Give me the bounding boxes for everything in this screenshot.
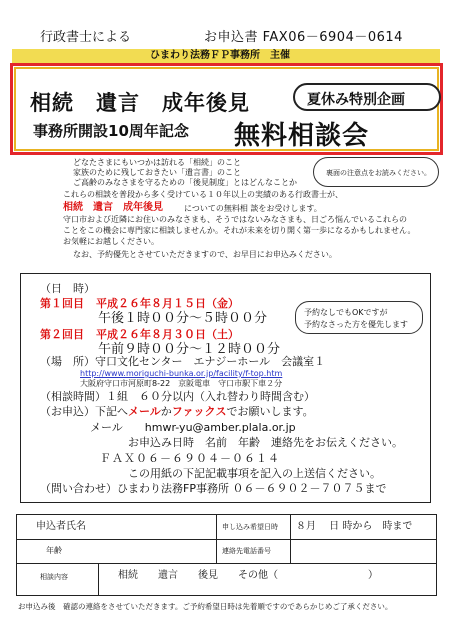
special-badge	[293, 83, 441, 111]
age-field[interactable]	[100, 541, 212, 561]
banner-subtitle: 事務所開設10周年記念	[33, 122, 189, 140]
intro-line-5: についての無料相 談をお受けします。	[184, 204, 322, 213]
intro-line-8: お気軽にお越しください。	[63, 237, 159, 246]
date-field-label: 申し込み希望日時	[222, 523, 278, 531]
office-line: ひまわり法務ＦＰ事務所 主催	[150, 50, 290, 61]
intro-line-7: ことをこの機会に専門家に相談しませんか。それが未来を切り開く第一歩になるかもしれません。	[63, 226, 416, 235]
header-fax-label: お申込書 FAX06－6904－0614	[204, 30, 403, 45]
reservation-note-2: 予約なさった方を優先します	[304, 320, 408, 329]
banner-title: 相続 遺言 成年後見	[30, 91, 250, 115]
second-session-time: 午前９時００分～１２時００分	[98, 342, 281, 357]
first-session-time: 午後１時００分～５時００分	[98, 311, 268, 326]
intro-line-4: これらの相談を普段から多く受けている１０年以上の実績のある行政書士が、	[63, 190, 343, 199]
reservation-note-1: 予約なしでもOKですが	[304, 308, 388, 317]
header-left-label: 行政書士による	[40, 30, 132, 45]
topic-field[interactable]: 相続 遺言 後見 その他（ ）	[118, 570, 378, 581]
apply-items: お申込み日時 名前 年齢 連絡先をお伝えください。	[128, 436, 403, 449]
date-field[interactable]: ８月 日 時から 時まで	[296, 521, 413, 532]
form-note: この用紙の下記記載事項を記入の上送信ください。	[128, 467, 381, 480]
venue-address: 大阪府守口市河原町8-22 京阪電車 守口市駅下車２分	[80, 379, 283, 388]
apply-mid: か	[160, 405, 172, 418]
phone-field[interactable]	[294, 541, 434, 561]
form-col-divider-1	[216, 514, 217, 563]
intro-line-6: 守口市および近隣にお住いのみなさまも、そうではないみなさまも、日ごろ悩んでいるこれらの	[63, 215, 407, 224]
special-badge-label: 夏休み特別企画	[307, 92, 405, 108]
venue-label: （場 所）守口文化センター エナジーホール 会議室１	[40, 355, 326, 368]
footer-note: お申込み後 確認の連絡をさせていただきます。ご予約希望日時は先着順ですのであらかじめご了承ください。	[18, 602, 393, 611]
fax-number: ＦＡＸ０６－６９０４－０６１４	[100, 452, 280, 465]
contact-line: （問い合わせ）ひまわり法務FP事務所 ０６－６９０２－７０７５まで	[40, 482, 387, 495]
apply-fax: ファックス	[171, 405, 227, 418]
banner-headline: 無料相談会	[234, 121, 370, 151]
form-col-divider-3	[98, 563, 99, 596]
reservation-note	[295, 301, 423, 334]
age-field-label: 年齢	[46, 546, 62, 555]
apply-mail: メール	[128, 405, 161, 418]
apply-prefix: （お申込）下記へ	[40, 405, 128, 418]
consult-time: （相談時間）１組 ６０分以内（入れ替わり時間含む）	[40, 390, 315, 403]
form-row-divider-2	[16, 563, 437, 564]
venue-url-link[interactable]: http://www.moriguchi-bunka.or.jp/facility/f-top.htm	[80, 369, 283, 378]
intro-line-3: ご高齢のみなさまを守るための「後見制度」とはどんなことか	[73, 178, 297, 187]
schedule-heading: （日 時）	[40, 282, 95, 295]
first-session-label: 第１回目	[40, 297, 84, 310]
apply-suffix: でお願いします。	[226, 405, 314, 418]
form-col-divider-2	[290, 514, 291, 563]
phone-field-label: 連絡先電話番号	[222, 547, 271, 555]
first-session-date: 平成２６年８月１５日（金）	[96, 297, 239, 310]
topic-field-label: 相談内容	[40, 573, 68, 581]
name-field[interactable]	[100, 516, 212, 536]
mail-address[interactable]: メール hmwr-yu@amber.plala.or.jp	[90, 421, 296, 434]
second-session-date: 平成２６年８月３０日（土）	[96, 328, 239, 341]
note-bubble-text: 裏面の注意点をお読みください。	[326, 169, 431, 177]
intro-line-9: なお、予約優先とさせていただきますので、お早目にお申込みください。	[73, 250, 337, 259]
intro-line-1: どなたさまにもいつかは訪れる「相続」のこと	[73, 158, 241, 167]
apply-method	[40, 405, 314, 419]
intro-highlight: 相続 遺言 成年後見	[63, 202, 163, 213]
second-session-label: 第２回目	[40, 328, 84, 341]
intro-line-2: 家族のために残しておきたい「遺言書」のこと	[73, 168, 241, 177]
note-bubble	[313, 157, 439, 187]
form-row-divider-1	[16, 539, 437, 540]
name-field-label: 申込者氏名	[36, 521, 86, 532]
